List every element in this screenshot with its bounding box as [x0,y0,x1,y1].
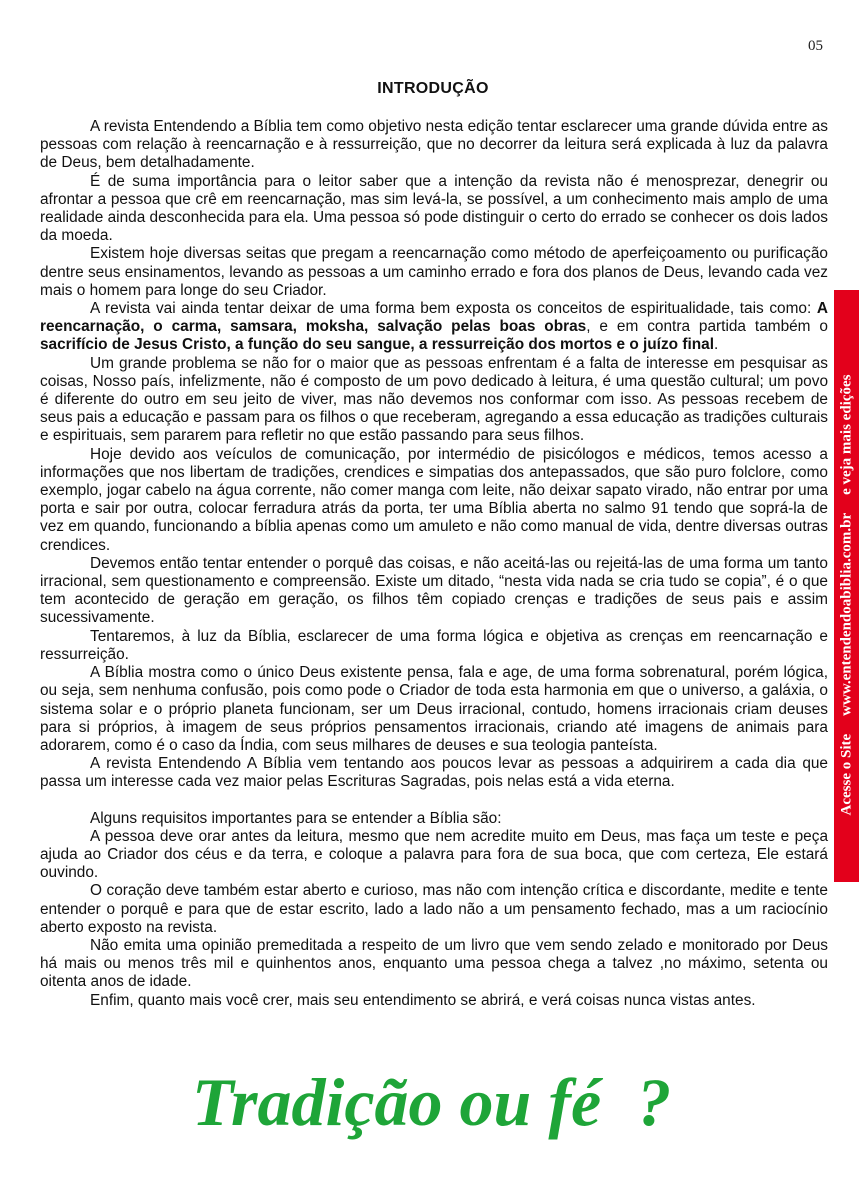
banner-url-link[interactable]: www.entendendoabiblia.com.br [838,512,854,716]
highlight-sacrifice: sacrifício de Jesus Cristo, a função do seu sangue, a ressurreição dos mortos e o juízo final [40,336,714,354]
paragraph-text: , e em contra partida também o [586,318,828,336]
paragraph: Um grande problema se não for o maior que as pessoas enfrentam é a falta de interesse em pesquisar as coisas, Nosso país, infelizmente, não é composto de um povo dedicado à leitura, é uma questão cultural; um povo é diferente do outro em seu jeito de viver, mas não devemos nos conformar com isso. As pessoas recebem de seus pais a educação e passam para os filhos o que receberam, agregando a essa educação as tradições culturais e espirituais, sem pararem para refletir no que estão passando para seus filhos. [40,354,828,445]
headline [192,1062,712,1142]
banner-prefix: Acesse o Site [838,733,854,816]
paragraph: Enfim, quanto mais você crer, mais seu entendimento se abrirá, e verá coisas nunca vistas antes. [90,991,756,1009]
paragraph-concepts [40,300,828,355]
paragraph: O coração deve também estar aberto e curioso, mas não com intenção crítica e discordante, medite e tente entender o porquê e para que de estar escrito, lado a lado não a um pensamento fechado, mas a um raciocínio aberto exposto na revista. [40,882,828,936]
paragraph-text: A revista vai ainda tentar deixar de uma forma bem exposta os conceitos de espiritualidade, tais como: [90,300,812,318]
paragraph: Hoje devido aos veículos de comunicação, por intermédio de pisicólogos e médicos, temos acesso a informações que nos libertam de tradições, crendices e simpatias dos antepassados, que são puro folclore, como exemplo, jogar cabelo na água corrente, não comer manga com leite, não deixar sapato virado, não entrar por uma porta e sair por outra, colocar ferradura atrás da porta, ter uma Bíblia aberta no salmo 91 tendo que soprá-la de vez em quando, funcionando a bíblia apenas como um amuleto e não como manual de vida, dentre diversas outras crendices. [40,445,828,554]
page-number: 05 [808,38,823,54]
paragraph: A Bíblia mostra como o único Deus existente pensa, fala e age, de uma forma sobrenatural, porém lógica, ou seja, sem nenhuma confusão, pois como pode o Criador de toda esta harmonia em que o universo, a galáxia, o sistema solar e o próprio planeta funcionam, ser um Deus irracional, contudo, homens irracionais criam deuses para si próprios, à imagem de seus próprios pensamentos irracionais, criando até imagens de animais para adorarem, como é o caso da Índia, com seus milhares de deuses e sua teologia panteísta. [40,664,828,754]
paragraph: Devemos então tentar entender o porquê das coisas, e não aceitá-las ou rejeitá-las de uma forma um tanto irracional, sem questionamento e compreensão. Existe um ditado, “nesta vida nada se cria tudo se copia”, é o que tem acontecido de geração em geração, os filhos têm copiado crenças e tradições de seus pais e assim sucessivamente. [40,554,828,627]
body-text [40,118,828,1010]
paragraph: É de suma importância para o leitor saber que a intenção da revista não é menosprezar, denegrir ou afrontar a pessoa que crê em reencarnação, mas sim levá-la, se possível, a um conhecimento mais amplo de uma realidade ainda desconhecida para ela. Uma pessoa só pode distinguir o certo do errado se conhecer os dois lados da moeda. [40,172,828,245]
side-banner-text [838,357,855,816]
paragraph-text: . [713,336,719,354]
headline-question-mark: ? [637,1064,672,1140]
banner-suffix: e veja mais edições [838,374,854,495]
paragraph: Não emita uma opinião premeditada a respeito de um livro que vem sendo zelado e monitorado por Deus há mais ou menos três mil e quinhentos anos, enquanto uma pessoa chega a talvez ,no máximo, setenta ou oitenta anos de idade. [40,936,828,991]
paragraph: A pessoa deve orar antes da leitura, mesmo que nem acredite muito em Deus, mas faça um teste e peça ajuda ao Criador dos céus e da terra, e coloque a palavra para fora de sua boca, que com certeza, Ele estará ouvindo. [40,827,828,882]
paragraph: Existem hoje diversas seitas que pregam a reencarnação como método de aperfeiçoamento ou purificação dentre seus ensinamentos, levando as pessoas a um caminho errado e fora dos planos de Deus, levando cada vez mais o homem para longe do seu Criador. [40,245,828,299]
paragraph: Tentaremos, à luz da Bíblia, esclarecer de uma forma lógica e objetiva as crenças em reencarnação e ressurreição. [40,627,828,663]
side-banner [834,290,859,882]
paragraph: A revista Entendendo A Bíblia vem tentando aos poucos levar as pessoas a adquirirem a cada dia que passa um interesse cada vez maior pelas Escrituras Sagradas, pois nelas está a vida eterna. [40,755,828,791]
headline-text: Tradição ou fé [192,1064,602,1140]
paragraph-requirements-intro: Alguns requisitos importantes para se entender a Bíblia são: [90,809,502,827]
section-title: INTRODUÇÃO [377,80,489,97]
highlight-concepts: A reencarnação, o carma, samsara, moksha, salvação pelas boas obras [40,300,828,336]
paragraph: A revista Entendendo a Bíblia tem como objetivo nesta edição tentar esclarecer uma grande dúvida entre as pessoas com relação à reencarnação e à ressurreição, que no decorrer da leitura será explicada à luz da palavra de Deus, bem detalhadamente. [40,118,828,172]
